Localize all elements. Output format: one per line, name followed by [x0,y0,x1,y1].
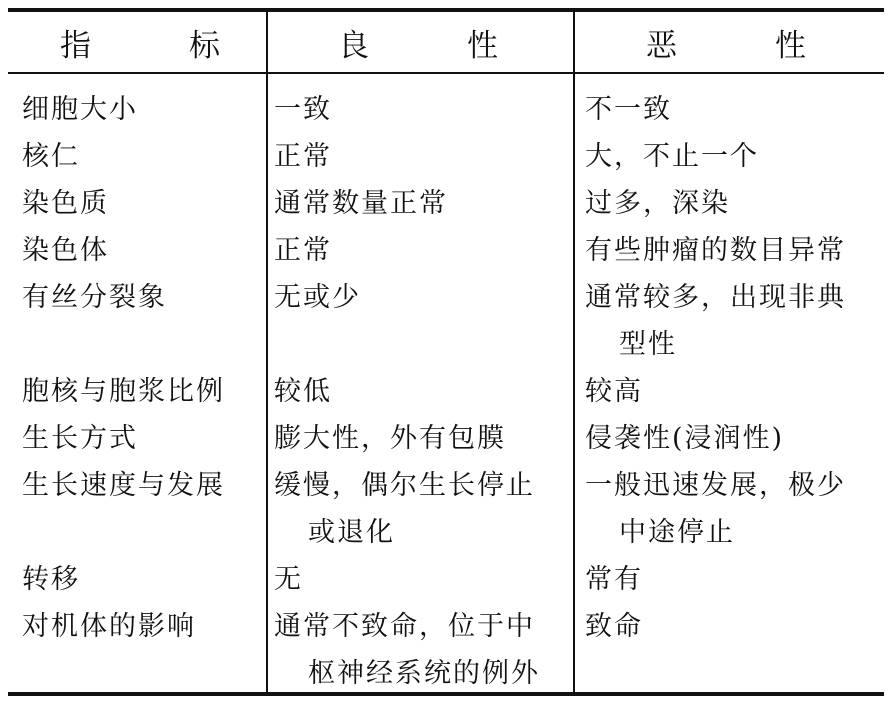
benign-cell [274,180,570,227]
cell-text: 或退化 [308,517,395,548]
table-row [8,462,884,556]
indicator-cell [22,274,262,321]
indicator-cell [22,368,262,415]
cell-text: 核仁 [22,141,80,172]
cell-text: 膨大性，外有包膜 [274,423,506,454]
malignant-cell [585,368,883,415]
table-row [8,133,884,180]
malignant-cell [585,603,883,650]
table-row [8,180,884,227]
cell-text: 胞核与胞浆比例 [22,376,225,407]
cell-text: 型性 [619,329,677,360]
malignant-cell [585,180,883,227]
header-malignant-char-2: 性 [775,27,806,64]
header-benign-char-1: 良 [338,27,369,64]
malignant-cell [585,133,883,180]
header-benign [338,12,498,72]
indicator-cell [22,133,262,180]
benign-cell [274,415,570,462]
indicator-cell [22,556,262,603]
cell-text: 枢神经系统的例外 [308,658,540,689]
benign-cell [274,368,570,415]
benign-cell [274,556,570,603]
header-malignant-char-1: 恶 [646,27,677,64]
cell-text: 一般迅速发展，极少 [585,470,846,501]
benign-cell [274,274,570,321]
indicator-cell [22,415,262,462]
malignant-cell [585,462,883,556]
cell-text: 过多，深染 [585,188,730,219]
cell-text: 生长方式 [22,423,138,454]
cell-text: 有些肿瘤的数目异常 [585,235,846,266]
cell-text: 不一致 [585,94,672,125]
cell-text: 有丝分裂象 [22,282,167,313]
benign-cell [274,227,570,274]
indicator-cell [22,227,262,274]
cell-text: 致命 [585,611,643,642]
cell-text: 较低 [274,376,332,407]
table-row [8,86,884,133]
cell-text: 染色质 [22,188,109,219]
cell-text: 转移 [22,564,80,595]
cell-text: 一致 [274,94,332,125]
table-row [8,603,884,697]
table-header [8,12,884,74]
benign-cell [274,86,570,133]
cell-text: 侵袭性(浸润性) [585,423,785,454]
table-row [8,368,884,415]
malignant-cell [585,227,883,274]
header-benign-char-2: 性 [467,27,498,64]
header-malignant [646,12,806,72]
benign-cell [274,603,570,697]
cell-text: 缓慢，偶尔生长停止 [274,470,535,501]
cell-text: 生长速度与发展 [22,470,225,501]
cell-text: 通常较多，出现非典 [585,282,846,313]
cell-text: 较高 [585,376,643,407]
header-indicator [60,12,220,72]
table-row [8,415,884,462]
cell-text: 正常 [274,141,332,172]
cell-text: 正常 [274,235,332,266]
benign-cell [274,462,570,556]
cell-text: 常有 [585,564,643,595]
cell-text: 无或少 [274,282,361,313]
header-indicator-char-1: 指 [60,27,91,64]
malignant-cell [585,86,883,133]
malignant-cell [585,556,883,603]
cell-text: 通常不致命，位于中 [274,611,535,642]
cell-text: 细胞大小 [22,94,138,125]
header-indicator-char-2: 标 [189,27,220,64]
table-row [8,274,884,368]
comparison-table [8,8,884,696]
indicator-cell [22,462,262,509]
cell-text: 通常数量正常 [274,188,448,219]
cell-text: 染色体 [22,235,109,266]
cell-text: 无 [274,564,303,595]
malignant-cell [585,415,883,462]
indicator-cell [22,180,262,227]
cell-text: 中途停止 [619,517,735,548]
cell-text: 大，不止一个 [585,141,759,172]
table-row [8,556,884,603]
table-body [8,74,884,692]
benign-cell [274,133,570,180]
indicator-cell [22,603,262,650]
cell-text: 对机体的影响 [22,611,196,642]
malignant-cell [585,274,883,368]
table-row [8,227,884,274]
indicator-cell [22,86,262,133]
